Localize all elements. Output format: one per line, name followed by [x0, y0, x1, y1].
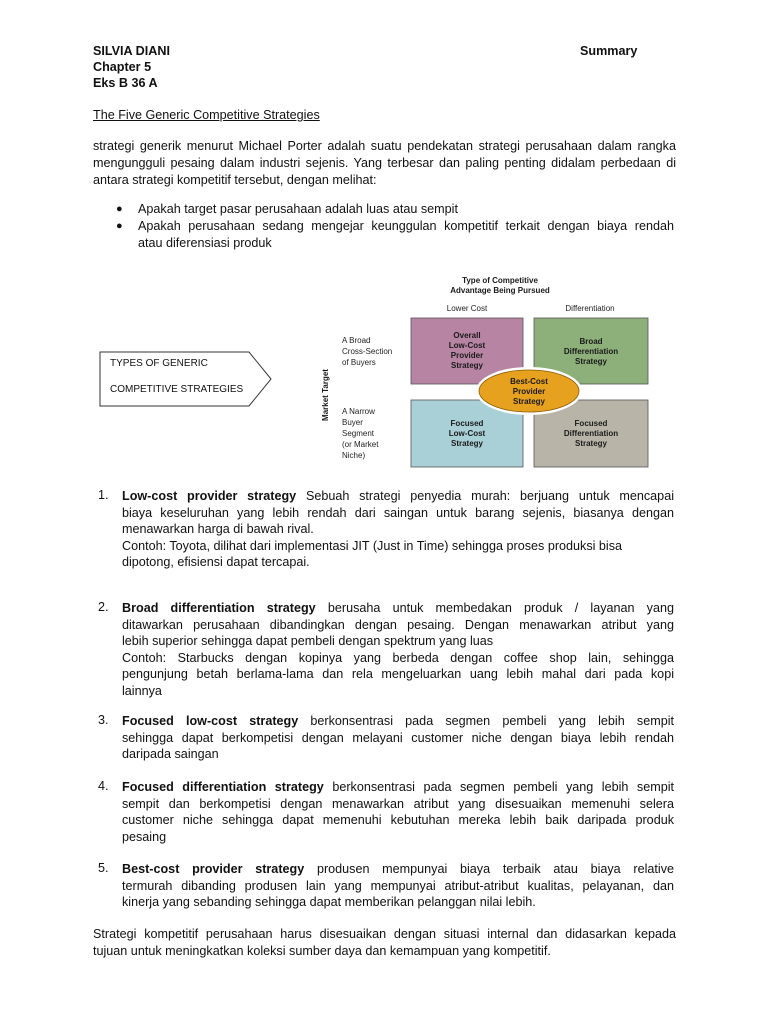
row-broad-3: of Buyers — [342, 358, 376, 367]
strategy-text-line: daripada saingan — [122, 747, 219, 761]
strategy-term: Focused low-cost strategy — [122, 714, 299, 728]
q1-line-2: Low-Cost — [448, 341, 486, 350]
center-line-3: Strategy — [512, 397, 546, 406]
col-differentiation: Differentiation — [565, 304, 615, 313]
row-broad-2: Cross-Section — [342, 347, 393, 356]
chapter-label: Chapter 5 — [93, 60, 152, 74]
strategy-text-line: dipotong, efisiensi dapat tercapai. — [122, 555, 310, 569]
row-broad-1: A Broad — [342, 336, 371, 345]
strategy-text-line: menawarkan harga di bawah rival. — [122, 522, 314, 536]
strategy-text-line: ditawarkan perusahaan dibandingkan dengan pesaing. Dengan menawarkan atribut yang — [122, 617, 674, 632]
row-narrow-4: (or Market — [342, 440, 379, 449]
item-number: 5. — [98, 861, 109, 875]
row-narrow-5: Niche) — [342, 451, 366, 460]
strategy-first-line: berkonsentrasi pada segmen pembeli yang lebih sempit — [323, 780, 674, 794]
callout-line-1: TYPES OF GENERIC — [110, 358, 208, 369]
q3-line-3: Strategy — [450, 439, 484, 448]
row-narrow-1: A Narrow — [342, 407, 375, 416]
item-number: 2. — [98, 600, 109, 614]
strategy-first-line: produsen mempunyai biaya terbaik atau biaya relative — [304, 862, 674, 876]
row-narrow-2: Buyer — [342, 418, 363, 427]
strategy-text-line: kinerja yang sebanding sehingga dapat memberikan pelanggan nilai lebih. — [122, 895, 536, 909]
q2-line-1: Broad — [579, 337, 603, 346]
item-number: 3. — [98, 713, 109, 727]
q4-line-1: Focused — [574, 419, 608, 428]
page-title: The Five Generic Competitive Strategies — [93, 108, 320, 122]
bullet-text-2a: Apakah perusahaan sedang mengejar keunggulan kompetitif terkait dengan biaya rendah — [138, 219, 674, 233]
strategy-text-line: sempit dan berkompetisi dengan menawarkan atribut yang disesuaikan memenuhi selera — [122, 796, 674, 811]
center-line-1: Best-Cost — [510, 377, 548, 386]
conclusion-line-1: Strategi kompetitif perusahaan harus disesuaikan dengan situasi internal dan didasarkan kepada — [93, 927, 676, 941]
strategy-first-line: berkonsentrasi pada segmen pembeli yang lebih sempit — [298, 714, 674, 728]
bullet-icon: ● — [116, 203, 123, 215]
strategy-text-line: pesaing — [122, 829, 167, 844]
strategy-first-line: berusaha untuk membedakan produk / layanan yang — [315, 601, 674, 615]
strategy-text-line: biaya keseluruhan yang lebih rendah dari saingan untuk barang sejenis, biasanya dengan — [122, 505, 674, 520]
class-label: Eks B 36 A — [93, 76, 158, 90]
conclusion-line-2: tujuan untuk meningkatkan koleksi sumber daya dan kemampuan yang kompetitif. — [93, 944, 551, 958]
center-line-2: Provider — [512, 387, 546, 396]
strategy-term: Best-cost provider strategy — [122, 862, 305, 876]
callout-line-2: COMPETITIVE STRATEGIES — [110, 384, 244, 395]
q4-line-2: Differentiation — [563, 429, 619, 438]
bullet-text-2b: atau diferensiasi produk — [138, 236, 272, 250]
strategy-term: Focused differentiation strategy — [122, 780, 324, 794]
q3-line-2: Low-Cost — [448, 429, 486, 438]
intro-line-2: mengungguli pesaing dalam industri sejenis. Yang terbesar dan paling penting didalam perbedaan di — [93, 156, 676, 170]
strategy-text-line: lebih superior sehingga dapat pembeli dengan spektrum yang luas — [122, 634, 494, 648]
q1-line-3: Provider — [450, 351, 484, 360]
intro-line-1: strategi generik menurut Michael Porter adalah suatu pendekatan strategi perusahaan dalam rangka — [93, 139, 676, 153]
strategy-item — [122, 713, 674, 763]
col-lower-cost: Lower Cost — [446, 304, 488, 313]
bullet-text-1: Apakah target pasar perusahaan adalah luas atau sempit — [138, 202, 458, 216]
intro-line-3: antara strategi kompetitif tersebut, dengan melihat: — [93, 173, 377, 187]
strategy-text-line: termurah dibanding produsen lain yang mempunyai atribut-atribut kualitas, pelayanan, dan — [122, 878, 674, 893]
strategy-text-line: customer niche sehingga dapat memenuhi kebutuhan mereka lebih baik daripada produk — [122, 813, 674, 827]
strategy-matrix — [315, 270, 655, 470]
matrix-title-2: Advantage Being Pursued — [450, 286, 550, 295]
q3-line-1: Focused — [450, 419, 484, 428]
q4-line-3: Strategy — [574, 439, 608, 448]
strategy-text-line: lainnya — [122, 683, 162, 698]
market-target-label: Market Target — [321, 369, 330, 421]
matrix-title-1: Type of Competitive — [462, 276, 538, 285]
row-narrow-3: Segment — [342, 429, 375, 438]
q1-line-4: Strategy — [450, 361, 484, 370]
strategy-item — [122, 861, 674, 911]
strategy-first-line: Sebuah strategi penyedia murah: berjuang untuk mencapai — [296, 489, 674, 503]
item-number: 1. — [98, 488, 109, 502]
strategy-text-line: pengunjung betah berlama-lama dan rela mengeluarkan uang lebih mahal dari pada kopi — [122, 667, 674, 681]
strategy-item — [122, 779, 674, 845]
strategy-text-line: Contoh: Starbucks dengan kopinya yang berbeda dengan coffee shop lain, sehingga — [122, 650, 674, 665]
strategy-item — [122, 600, 674, 699]
strategy-term: Broad differentiation strategy — [122, 601, 316, 615]
strategy-term: Low-cost provider strategy — [122, 489, 297, 503]
item-number: 4. — [98, 779, 109, 793]
strategy-text-line: sehingga dapat berkompetisi dengan melayani customer niche dengan biaya lebih rendah — [122, 730, 674, 745]
bullet-icon: ● — [116, 220, 123, 232]
q2-line-2: Differentiation — [563, 347, 619, 356]
q2-line-3: Strategy — [574, 357, 608, 366]
strategy-item — [122, 488, 674, 571]
summary-label: Summary — [580, 44, 638, 58]
author-name: SILVIA DIANI — [93, 44, 170, 58]
strategy-text-line: Contoh: Toyota, dilihat dari implementasi JIT (Just in Time) sehingga proses produksi bisa — [122, 538, 623, 553]
q1-line-1: Overall — [453, 331, 481, 340]
